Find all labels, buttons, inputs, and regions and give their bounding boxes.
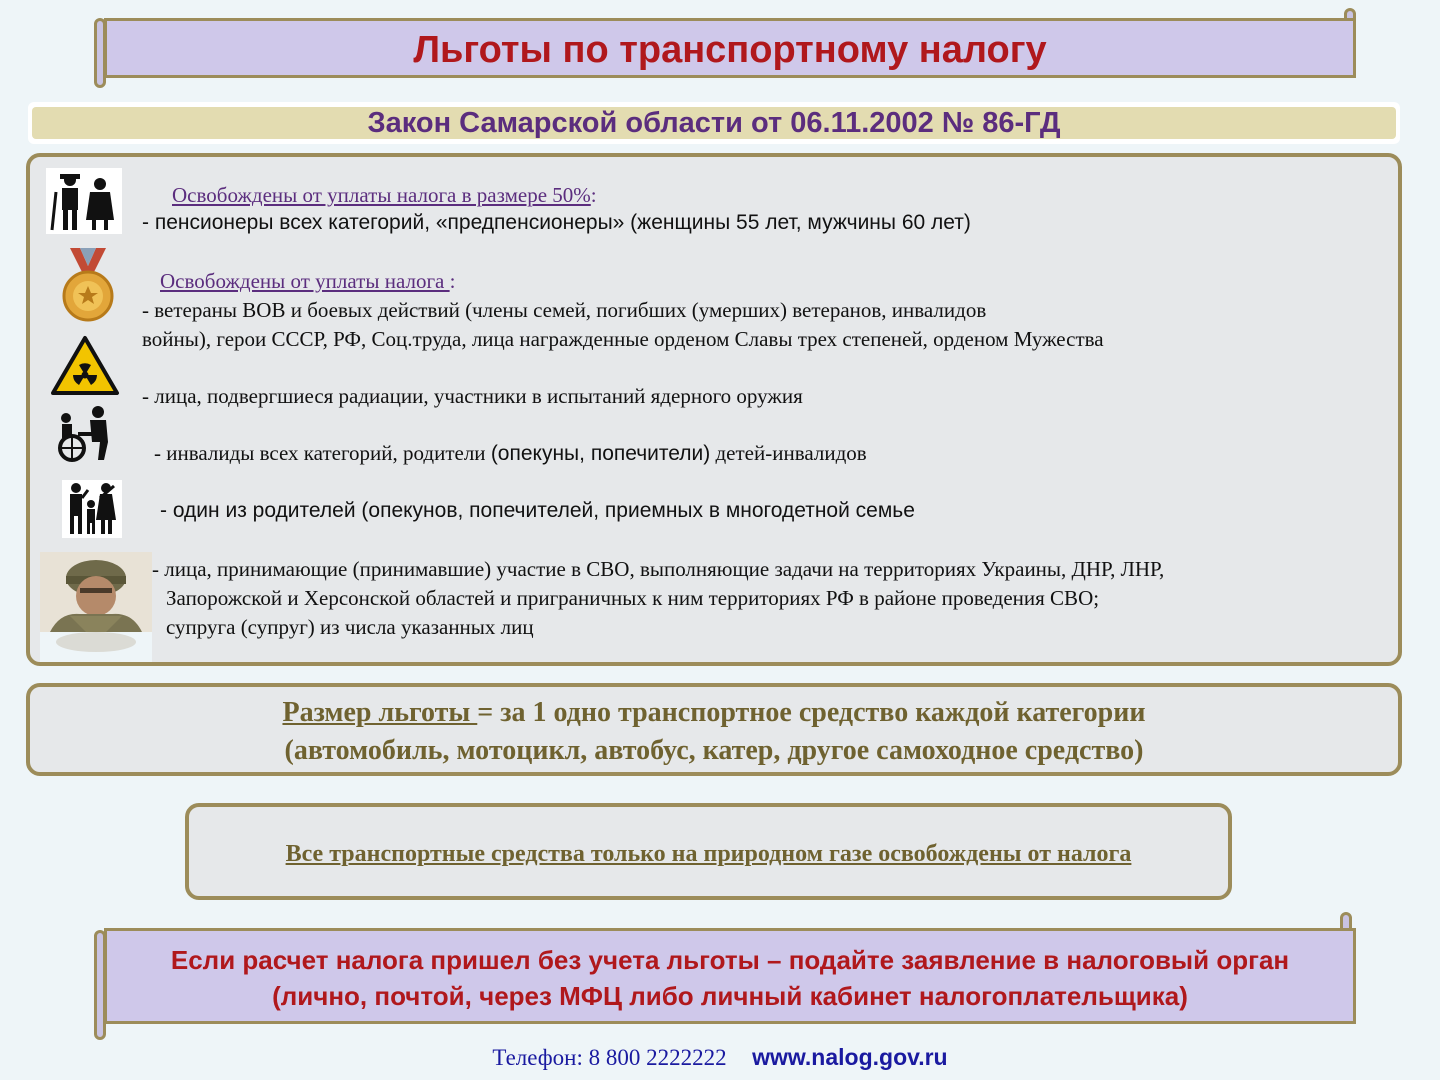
veterans-text-line1: - ветераны ВОВ и боевых действий (члены семей, погибших (умерших) ветеранов, инвалидов bbox=[142, 298, 987, 322]
notice-line2: (лично, почтой, через МФЦ либо личный кабинет налогоплательщика) bbox=[272, 981, 1188, 1011]
disabled-text-c: детей-инвалидов bbox=[710, 441, 867, 465]
veterans-text-line2: войны), герои СССР, РФ, Соц.труда, лица награжденные орденом Славы трех степеней, орденом Мужества bbox=[142, 327, 1104, 351]
law-title: Закон Самарской области от 06.11.2002 № 86-ГД bbox=[32, 107, 1396, 139]
svo-text-line2: Запорожской и Херсонской областей и приграничных к ним территориях РФ в районе проведения СВО; bbox=[166, 586, 1100, 610]
notice-banner bbox=[104, 928, 1356, 1024]
large-family-text: - один из родителей (опекунов, попечителей, приемных в многодетной семье bbox=[160, 499, 915, 522]
benefit-size-panel bbox=[26, 683, 1402, 776]
page-title: Льготы по транспортному налогу bbox=[413, 29, 1047, 71]
notice-line1: Если расчет налога пришел без учета льготы – подайте заявление в налоговый орган bbox=[170, 945, 1290, 975]
svo-text-line1: - лица, принимающие (принимавшие) участие в СВО, выполняющие задачи на территориях Украины, ДНР, ЛНР, bbox=[152, 557, 1165, 581]
gas-panel bbox=[185, 803, 1232, 900]
benefit-size-line1 bbox=[30, 697, 1398, 729]
benefit-size-line2: (автомобиль, мотоцикл, автобус, катер, другое самоходное средство) bbox=[284, 735, 1144, 766]
full-exempt-heading bbox=[152, 269, 455, 294]
disabled-text-b: (опекуны, попечители) bbox=[490, 442, 711, 465]
footer-site-link[interactable]: www.nalog.gov.ru bbox=[752, 1044, 948, 1070]
wheelchair-icon bbox=[52, 404, 120, 462]
elderly-couple-icon bbox=[46, 168, 122, 234]
medal-icon bbox=[60, 246, 116, 324]
half-exempt-colon: : bbox=[590, 183, 597, 207]
gas-text: Все транспортные средства только на природном газе освобождены от налога bbox=[285, 841, 1132, 867]
footer-phone: Телефон: 8 800 2222222 bbox=[492, 1045, 727, 1070]
full-exempt-label: Освобождены от уплаты налога bbox=[160, 269, 450, 293]
footer bbox=[0, 1044, 1440, 1071]
benefit-size-text1: = за 1 одно транспортное средство каждой категории bbox=[477, 697, 1146, 728]
title-banner bbox=[104, 18, 1356, 78]
svo-text-line3: супруга (супруг) из числа указанных лиц bbox=[166, 615, 534, 639]
benefit-size-label: Размер льготы bbox=[282, 697, 478, 728]
family-icon bbox=[62, 480, 122, 538]
soldier-icon bbox=[40, 552, 152, 662]
radiation-icon bbox=[50, 335, 120, 397]
disabled-text-a: - инвалиды всех категорий, родители bbox=[154, 441, 491, 465]
half-exempt-heading bbox=[172, 183, 597, 208]
full-exempt-colon: : bbox=[449, 269, 456, 293]
radiation-text: - лица, подвергшиеся радиации, участники в испытаний ядерного оружия bbox=[142, 384, 803, 408]
disabled-text bbox=[154, 441, 867, 466]
pensioners-text: - пенсионеры всех категорий, «предпенсионеры» (женщины 55 лет, мужчины 60 лет) bbox=[142, 211, 971, 234]
law-bar bbox=[28, 102, 1400, 144]
half-exempt-label: Освобождены от уплаты налога в размере 50% bbox=[172, 183, 591, 207]
